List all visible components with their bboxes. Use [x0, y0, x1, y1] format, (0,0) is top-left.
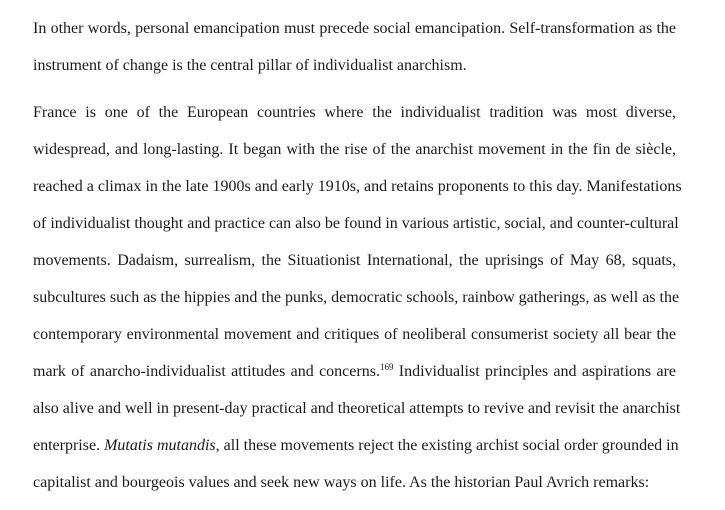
text-line: instrument of change is the central pillar of individualist anarchism.	[33, 57, 467, 74]
text-line-with-footnote	[33, 353, 676, 390]
text-line: also alive and well in present-day practical and theoretical attempts to revive and revisit the anarchist	[33, 400, 681, 417]
text-line: contemporary environmental movement and critiques of neoliberal consumerist society all bear the	[33, 326, 676, 343]
text-line: France is one of the European countries where the individualist tradition was most diverse,	[33, 104, 676, 121]
text-line: In other words, personal emancipation must precede social emancipation. Self-transformation as the	[33, 20, 676, 37]
text-line: capitalist and bourgeois values and seek new ways on life. As the historian Paul Avrich remarks:	[33, 474, 650, 491]
text-segment: Individualist principles and aspirations are	[393, 363, 676, 380]
paragraph-spacer	[33, 84, 676, 94]
text-line: of individualist thought and practice can also be found in various artistic, social, and counter-cultural	[33, 215, 679, 232]
text-line: reached a climax in the late 1900s and early 1910s, and retains proponents to this day. Manifestations	[33, 178, 682, 195]
text-segment: enterprise.	[33, 437, 105, 454]
italic-phrase: Mutatis mutandis	[104, 437, 216, 454]
paragraph-1	[33, 10, 676, 84]
text-line: movements. Dadaism, surrealism, the Situationist International, the uprisings of May 68, squats,	[33, 252, 676, 269]
text-segment: mark of anarcho-individualist attitudes and concerns.	[33, 363, 380, 380]
text-segment: , all these movements reject the existing archist social order grounded in	[215, 437, 679, 454]
text-line: subcultures such as the hippies and the punks, democratic schools, rainbow gatherings, as well as the	[33, 289, 680, 306]
paragraph-2	[33, 94, 682, 501]
document-page	[33, 10, 682, 501]
text-line-with-italic	[33, 427, 679, 464]
text-line: widespread, and long-lasting. It began with the rise of the anarchist movement in the fin de siècle,	[33, 141, 676, 158]
footnote-marker[interactable]: 169	[379, 362, 394, 372]
